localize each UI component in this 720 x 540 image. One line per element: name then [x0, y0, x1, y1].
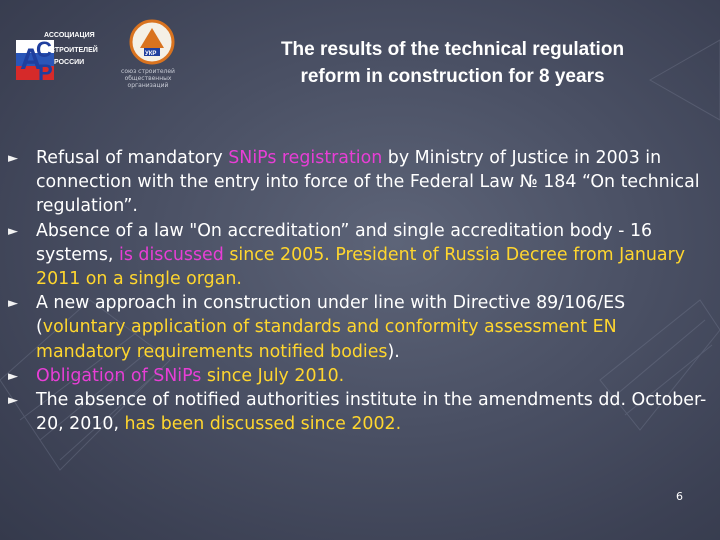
- logo-letter-a: А: [20, 43, 42, 76]
- logo-line-3: РОССИИ: [54, 59, 85, 66]
- bullet-item: [8, 364, 714, 388]
- triangle-right-icon: ►: [8, 393, 18, 409]
- bullet-text: Refusal of mandatory: [36, 148, 229, 168]
- slide-title: [225, 36, 680, 90]
- bullet-text: A new approach in construction under line with Directive 89/106/ES (: [36, 293, 626, 338]
- bullet-item: [8, 388, 714, 436]
- highlighted-text: is discussed: [119, 244, 224, 265]
- logo-letter-s: С: [36, 37, 52, 62]
- bullet-text: The absence of notified authorities institute in the amendments dd. October-20, 2010,: [36, 390, 707, 435]
- yellow-text: has been discussed since 2002.: [124, 414, 402, 435]
- page-number: 6: [676, 490, 683, 503]
- bullet-text: by Ministry of Justice in 2003 in connection with the entry into force of the Federal Law № 184 “On technical regulation”.: [36, 148, 700, 217]
- triangle-right-icon: ►: [8, 151, 18, 166]
- logo-letter-r: Р: [38, 60, 53, 84]
- bullet-item: [8, 219, 714, 292]
- triangle-right-icon: ►: [8, 296, 18, 312]
- builders-association-logo: [14, 22, 110, 84]
- logo-caption-line-1: союз строителей: [121, 68, 175, 75]
- slide-title-line-2: reform in construction for 8 years: [300, 66, 605, 87]
- bullet-text: ).: [387, 341, 400, 362]
- bullet-text: Absence of a law "On accreditation” and single accreditation body - 16 systems,: [36, 220, 653, 265]
- yellow-text: since July 2010.: [201, 365, 345, 386]
- bullet-item: [8, 291, 714, 364]
- logo-line-2: СТРОИТЕЛЕЙ: [50, 47, 98, 54]
- highlighted-text: SNiPs registration: [228, 148, 383, 168]
- logo-caption-line-2: общественных организаций: [124, 75, 172, 89]
- triangle-right-icon: ►: [8, 223, 18, 239]
- yellow-text: since 2005. President of Russia Decree from January 2011 on a single organ.: [36, 244, 686, 290]
- logo-caption: [108, 68, 188, 89]
- logo-mark-text: УКР: [145, 51, 157, 57]
- bullet-list: [8, 146, 714, 436]
- triangle-right-icon: ►: [8, 368, 18, 384]
- slide-title-line-1: The results of the technical regulation: [280, 39, 625, 60]
- bullet-item: [8, 146, 714, 219]
- yellow-text: voluntary application of standards and conformity assessment EN mandatory requirements notified bodies: [36, 317, 617, 362]
- logo-line-1: АССОЦИАЦИЯ: [44, 32, 95, 39]
- highlighted-text: Obligation of SNiPs: [36, 365, 202, 386]
